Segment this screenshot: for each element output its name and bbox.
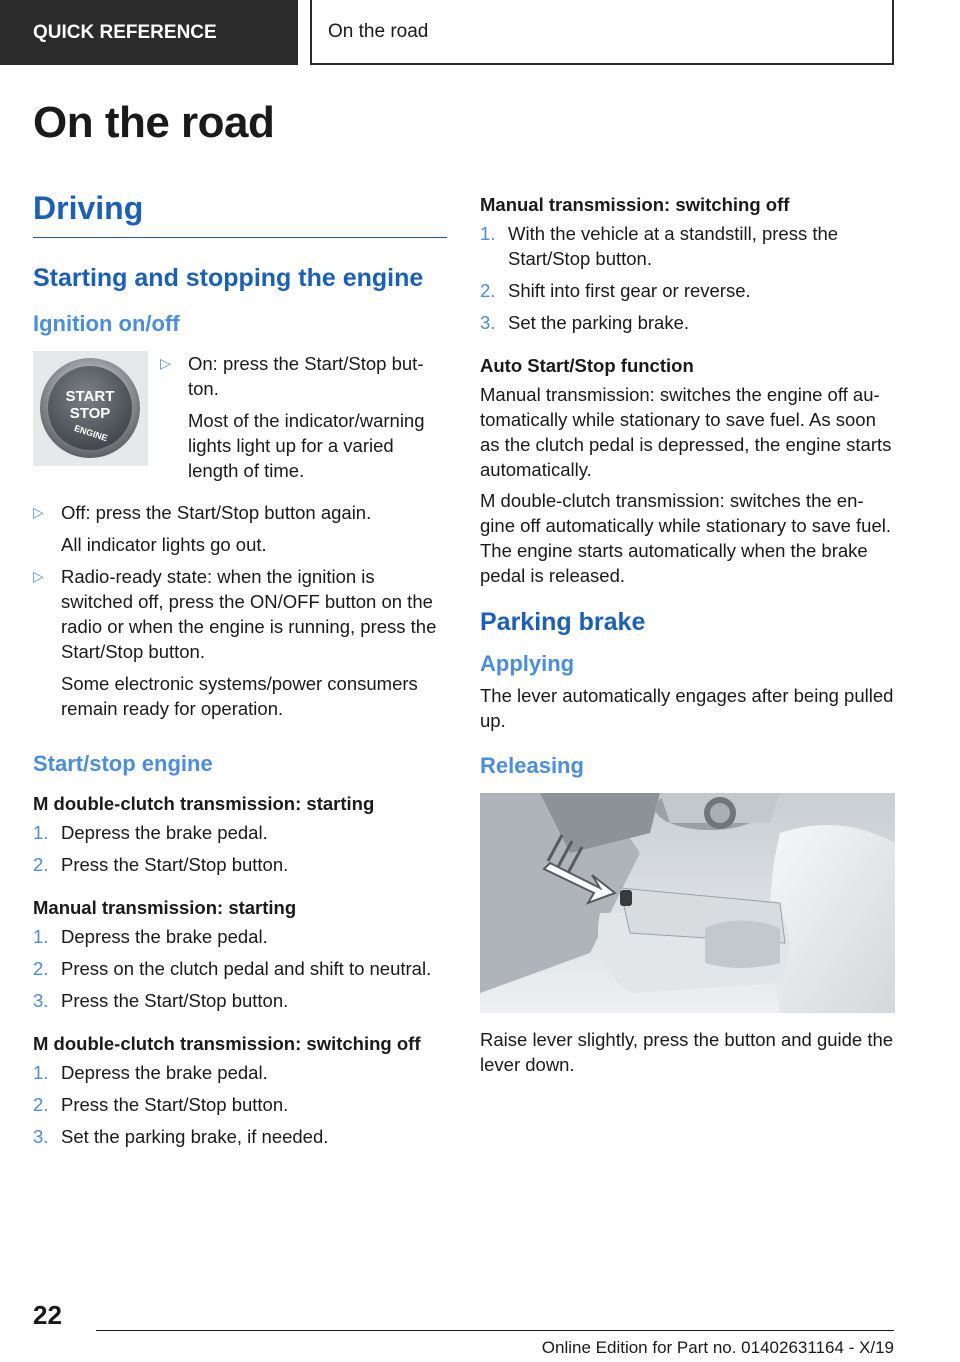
list-dct-starting xyxy=(33,820,447,877)
list-manual-switching-off xyxy=(480,221,895,335)
list-item: 3. Set the parking brake, if needed. xyxy=(33,1126,329,1147)
radio-ready-sub: Some electronic systems/power consumers remain ready for operation. xyxy=(61,673,418,719)
list-manual-starting xyxy=(33,924,447,1013)
heading-releasing: Releasing xyxy=(480,753,584,778)
header-section-label: QUICK REFERENCE xyxy=(33,21,217,43)
triangle-bullet-icon: ▷ xyxy=(33,568,44,584)
list-dct-switching-off xyxy=(33,1060,447,1149)
page-number: 22 xyxy=(33,1300,62,1330)
list-item: 1. With the vehicle at a standstill, press the Start/Stop button. xyxy=(480,223,839,269)
heading-starting-stopping: Starting and stopping the engine xyxy=(33,264,424,292)
left-column xyxy=(33,190,447,1167)
list-item: 1. Depress the brake pedal. xyxy=(33,822,268,843)
parking-brake-console-image xyxy=(480,793,895,1013)
heading-dct-switching-off: M double-clutch transmission: switching off xyxy=(33,1033,421,1054)
releasing-text: Raise lever slightly, press the button and guide the lever down. xyxy=(480,1029,894,1075)
list-item: 2. Press on the clutch pedal and shift to neutral. xyxy=(33,958,432,979)
ignition-on-text: On: press the Start/Stop but-ton. xyxy=(188,353,424,399)
header-chapter-tab xyxy=(310,0,894,65)
ignition-off-sub: All indicator lights go out. xyxy=(61,534,267,555)
radio-ready-text: Radio-ready state: when the ignition is switched off, press the ON/OFF button on the radio or when the engine is running, press the Start/Stop button. xyxy=(61,566,437,662)
bullet-off xyxy=(33,500,447,557)
heading-start-stop-engine: Start/stop engine xyxy=(33,751,213,776)
ignition-on-sub: Most of the indicator/warning lights light up for a varied length of time. xyxy=(188,410,425,481)
list-item: 2. Press the Start/Stop button. xyxy=(33,854,289,875)
heading-ignition: Ignition on/off xyxy=(33,311,180,336)
list-item: 1. Depress the brake pedal. xyxy=(33,926,268,947)
start-stop-button-image xyxy=(33,351,148,466)
footer-divider xyxy=(96,1330,894,1331)
list-item: 2. Shift into first gear or reverse. xyxy=(480,280,751,301)
button-engine-text: ENGINE xyxy=(72,423,109,444)
right-column xyxy=(480,192,895,1077)
triangle-bullet-icon: ▷ xyxy=(160,355,171,371)
heading-manual-starting: Manual transmission: starting xyxy=(33,897,297,918)
heading-applying: Applying xyxy=(480,651,575,676)
heading-manual-switching-off: Manual transmission: switching off xyxy=(480,194,790,215)
page-title: On the road xyxy=(33,98,275,147)
applying-text: The lever automatically engages after being pulled up. xyxy=(480,685,894,731)
list-item: 1. Depress the brake pedal. xyxy=(33,1062,268,1083)
ignition-off-text: Off: press the Start/Stop button again. xyxy=(61,502,372,523)
triangle-bullet-icon: ▷ xyxy=(33,504,44,520)
list-item: 3. Set the parking brake. xyxy=(480,312,689,333)
header-section-tab xyxy=(0,0,298,65)
auto-text-dct: M double-clutch transmission: switches the en-gine off automatically while stationary to save fuel. The engine starts automatically when the brake pedal is released. xyxy=(480,490,891,586)
footer-edition: Online Edition for Part no. 01402631164 - X/19 xyxy=(541,1338,894,1357)
list-item: 2. Press the Start/Stop button. xyxy=(33,1094,289,1115)
bullet-radio xyxy=(33,564,447,721)
heading-parking-brake: Parking brake xyxy=(480,608,646,636)
button-stop-text: STOP xyxy=(69,405,111,422)
list-item: 3. Press the Start/Stop button. xyxy=(33,990,289,1011)
header-chapter-label: On the road xyxy=(328,20,429,42)
ignition-figure-row xyxy=(33,351,447,490)
button-start-text: START xyxy=(65,388,115,405)
heading-driving: Driving xyxy=(33,190,447,238)
auto-text-manual: Manual transmission: switches the engine off au-tomatically while stationary to save fuel. As soon as the clutch pedal is depressed, the engine starts automatically. xyxy=(480,384,892,480)
heading-auto-start-stop: Auto Start/Stop function xyxy=(480,355,694,376)
heading-dct-starting: M double-clutch transmission: starting xyxy=(33,793,375,814)
bullet-on xyxy=(160,351,447,483)
